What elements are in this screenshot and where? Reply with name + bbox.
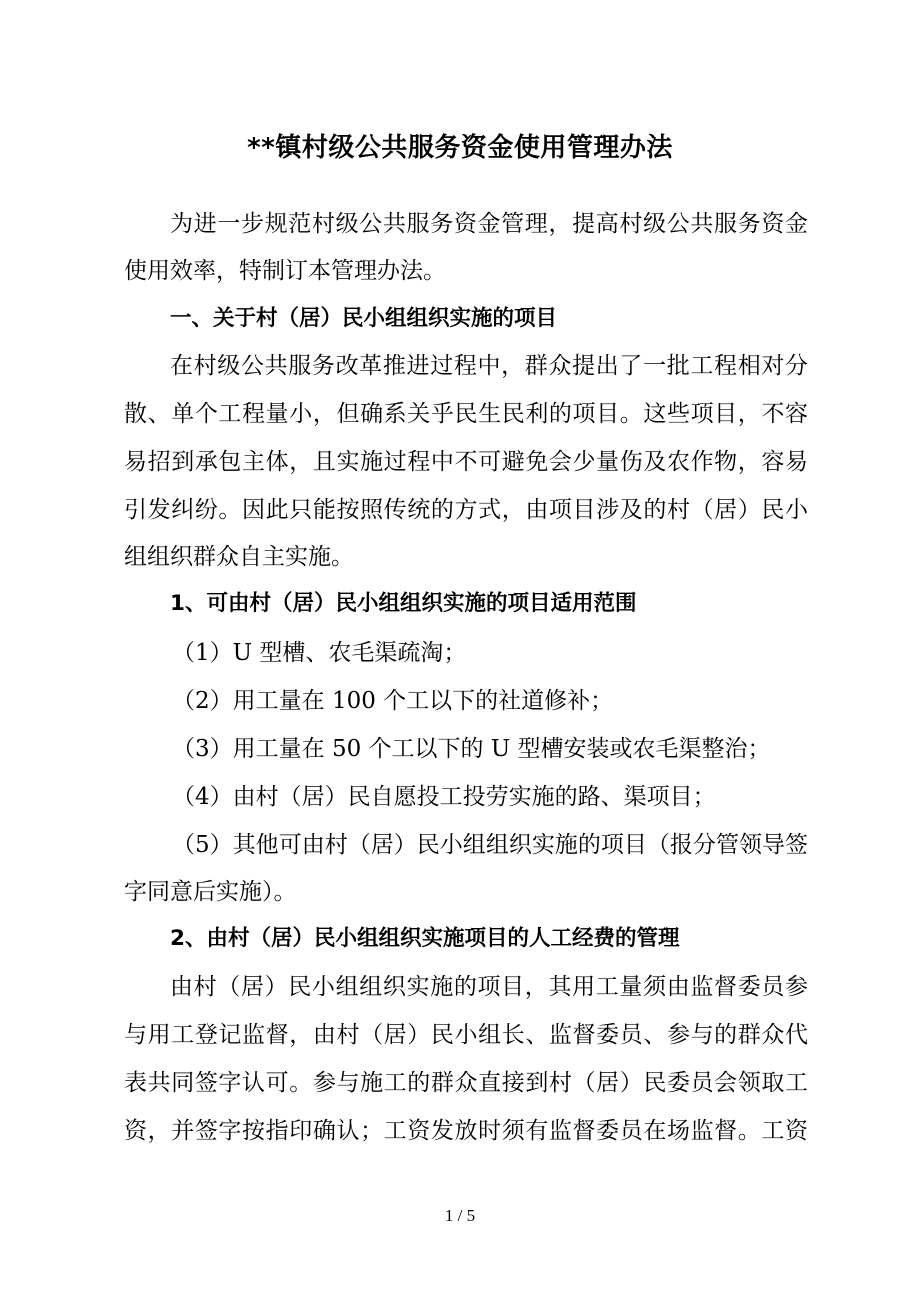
sub1-item-1: （1）U 型槽、农毛渠疏淘；	[172, 640, 467, 666]
section1-para-line-2: 散、单个工程量小，但确系关乎民生民利的项目。这些项目，不容	[124, 401, 808, 427]
section1-para-line-1: 在村级公共服务改革推进过程中，群众提出了一批工程相对分	[170, 353, 808, 379]
section1-para-line-5: 组组织群众自主实施。	[124, 544, 354, 570]
document-title: **镇村级公共服务资金使用管理办法	[247, 133, 673, 163]
sub2-para-line-1: 由村（居）民小组组织实施的项目，其用工量须由监督委员参	[170, 974, 808, 1000]
sub1-item-3: （3）用工量在 50 个工以下的 U 型槽安装或农毛渠整治；	[172, 736, 771, 762]
sub2-para-line-2: 与用工登记监督，由村（居）民小组长、监督委员、参与的群众代	[124, 1022, 808, 1048]
section1-heading: 一、关于村（居）民小组组织实施的项目	[170, 306, 558, 331]
sub1-item-2: （2）用工量在 100 个工以下的社道修补；	[172, 688, 614, 714]
sub1-item-5-line-1: （5）其他可由村（居）民小组组织实施的项目（报分管领导签	[172, 832, 808, 858]
sub1-item-5-line-2: 字同意后实施）。	[124, 879, 297, 905]
intro-line-2: 使用效率，特制订本管理办法。	[124, 258, 446, 284]
page-number: 1 / 5	[444, 1206, 476, 1225]
sub2-heading: 2、由村（居）民小组组织实施项目的人工经费的管理	[170, 926, 680, 951]
intro-line-1: 为进一步规范村级公共服务资金管理，提高村级公共服务资金	[170, 211, 808, 237]
sub2-para-line-4: 资，并签字按指印确认；工资发放时须有监督委员在场监督。工资	[124, 1118, 808, 1144]
section1-para-line-4: 引发纠纷。因此只能按照传统的方式，由项目涉及的村（居）民小	[124, 497, 808, 523]
sub1-heading: 1、可由村（居）民小组组织实施的项目适用范围	[170, 591, 637, 616]
sub2-para-line-3: 表共同签字认可。参与施工的群众直接到村（居）民委员会领取工	[124, 1070, 808, 1096]
sub1-item-4: （4）由村（居）民自愿投工投劳实施的路、渠项目；	[172, 784, 716, 810]
section1-para-line-3: 易招到承包主体，且实施过程中不可避免会少量伤及农作物，容易	[124, 449, 808, 475]
